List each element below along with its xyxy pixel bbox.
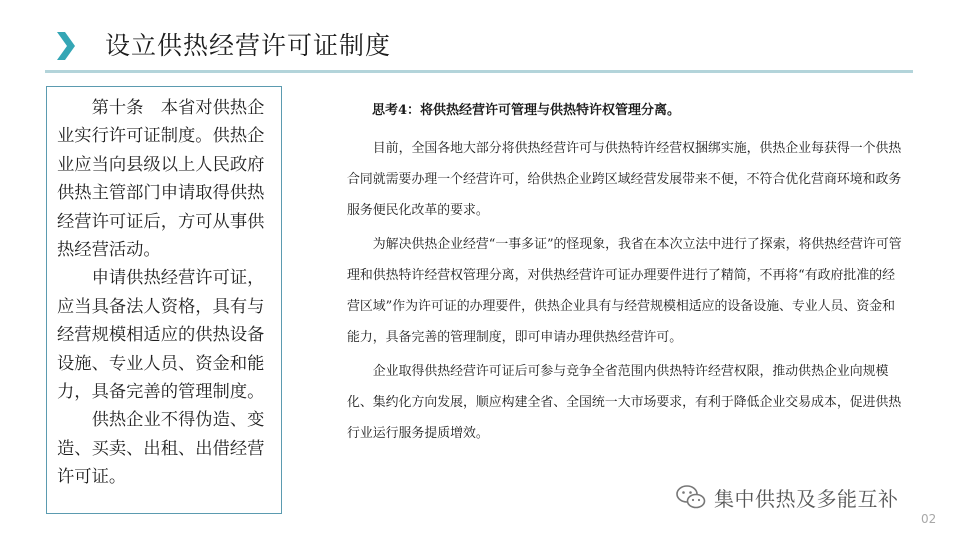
watermark — [676, 482, 899, 512]
reflection-paragraph: 为解决供热企业经营“一事多证”的怪现象，我省在本次立法中进行了探索，将供热经营许可管理和供热特许经营权管理分离，对供热经营许可证办理要件进行了精简，不再将“有政府批准的经营区域”作为许可证的办理要件，供热企业具有与经营规模相适应的设备设施、专业人员、资金和能力，具备完善的管理制度，即可申请办理供热经营许可。 — [347, 237, 902, 345]
reflection-paragraph: 企业取得供热经营许可证后可参与竞争全省范围内供热特许经营权限，推动供热企业向规模化、集约化方向发展，顺应构建全省、全国统一大市场要求，有利于降低企业交易成本，促进供热行业运行服务提质增效。 — [347, 364, 902, 441]
page-title: 设立供热经营许可证制度 — [105, 31, 392, 60]
chevron-right-icon — [55, 30, 77, 62]
reflection-heading: 思考4：将供热经营许可管理与供热特许权管理分离。 — [372, 103, 681, 118]
reflection-body — [347, 133, 907, 452]
title-divider — [45, 70, 913, 73]
article-paragraph: 申请供热经营许可证，应当具备法人资格，具有与经营规模相适应的供热设备设施、专业人员、资金和能力，具备完善的管理制度。 — [57, 268, 265, 403]
reflection-paragraph: 目前，全国各地大部分将供热经营许可与供热特许经营权捆绑实施，供热企业每获得一个供热合同就需要办理一个经营许可，给供热企业跨区域经营发展带来不便，不符合优化营商环境和政务服务便民化改革的要求。 — [347, 141, 902, 218]
page-number: 02 — [921, 512, 937, 526]
article-paragraph: 第十条 本省对供热企业实行许可证制度。供热企业应当向县级以上人民政府供热主管部门申请取得供热经营许可证后，方可从事供热经营活动。 — [57, 98, 265, 261]
article-paragraph: 供热企业不得伪造、变造、买卖、出租、出借经营许可证。 — [57, 410, 265, 488]
article-text-box — [46, 86, 282, 514]
wechat-icon — [676, 484, 706, 510]
watermark-text: 集中供热及多能互补 — [714, 486, 899, 511]
